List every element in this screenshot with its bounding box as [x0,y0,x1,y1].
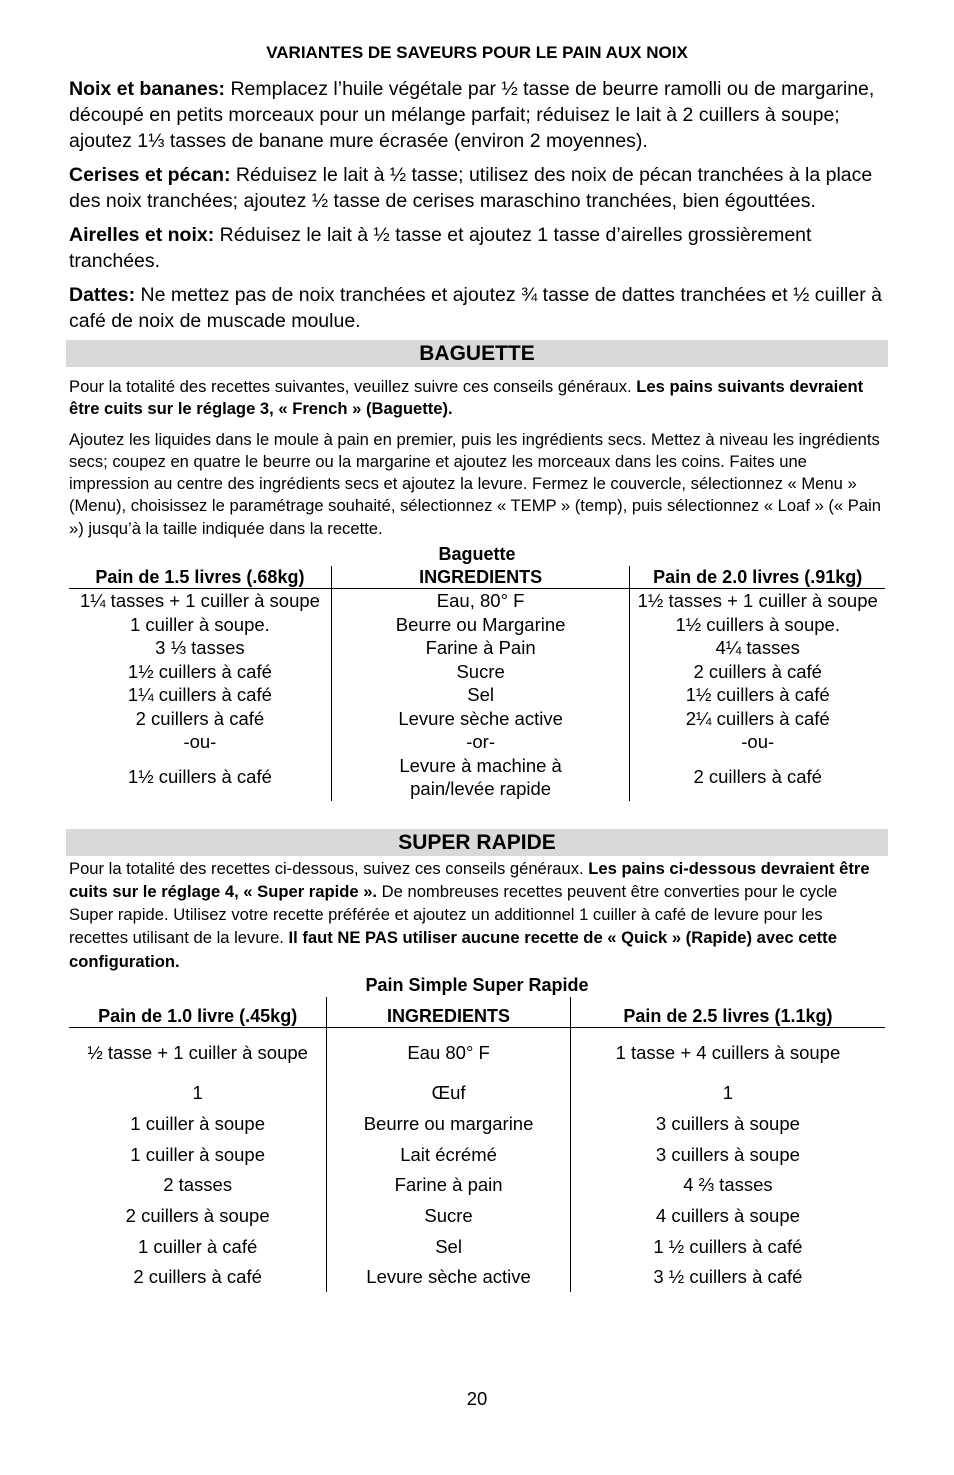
table-cell: Sel [327,1231,571,1262]
table-row [69,1262,885,1293]
table-cell: Lait écrémé [327,1139,571,1170]
table-cell: Sucre [331,660,630,684]
page-number: 20 [466,1388,488,1409]
table-row [69,660,885,684]
baguette-instructions: Ajoutez les liquides dans le moule à pain en premier, puis les ingrédients secs. Mettez à niveau les ingrédients secs; coupez en quatre le beurre ou la margarine et ajoutez les morceaux dans les coins. Faites une impression au centre des ingrédients secs et ajoutez la levure. Fermez le couvercle, sélectionnez « Menu » (Menu), choisissez le paramétrage souhaité, sélectionnez « TEMP » (temp), puis sélectionnez « Loaf » (« Pain ») jusqu’à la taille indiquée dans la recette. [69,429,881,538]
table-cell: Sucre [327,1200,571,1231]
super-rapide-intro-bold: Les pains ci-dessous devraient être cuits sur le réglage 4, « Super rapide ». [69,858,870,901]
table-cell: 3 ⅓ tasses [69,636,331,660]
variant-label: Cerises et pécan: [69,164,231,186]
super-rapide-warning: Il faut NE PAS utiliser aucune recette de « Quick » (Rapide) avec cette configuration. [69,928,837,971]
table-cell: 4 cuillers à soupe [655,1204,800,1226]
table-row [69,754,885,801]
variant-label: Airelles et noix: [69,224,215,246]
table-cell: Farine à Pain [331,636,630,660]
column-header: Pain de 1.0 livre (.45kg) [69,997,327,1028]
table-cell: 1 [722,1082,734,1104]
table-cell: 2¼ cuillers à café [685,707,830,729]
table-cell: 1½ cuillers à café [685,684,830,706]
table-cell: Sel [331,683,630,707]
table-cell: 3 cuillers à soupe [655,1143,800,1165]
table-row [69,730,885,754]
table-cell: 2 tasses [69,1170,327,1201]
table-cell: 3 ½ cuillers à café [653,1266,803,1288]
table-cell: 2 cuillers à café [693,766,822,788]
table-cell: 1½ cuillers à café [69,660,331,684]
table-row [69,1231,885,1262]
table-cell: 1½ cuillers à café [69,754,331,801]
baguette-intro-bold: Les pains suivants devraient être cuits sur le réglage 3, « French » (Baguette). [69,377,864,419]
super-rapide-table-title: Pain Simple Super Rapide [365,975,589,996]
table-cell: 1 cuiller à soupe. [69,613,331,637]
table-cell: 2 cuillers à café [693,660,822,682]
super-rapide-intro [69,857,885,973]
table-cell: Eau, 80° F [331,589,630,613]
table-cell: -or- [331,730,630,754]
column-header: Pain de 1.5 livres (.68kg) [69,566,331,589]
table-cell: 2 cuillers à café [69,707,331,731]
table-row [69,589,885,613]
table-cell: Œuf [327,1078,571,1109]
table-row [69,1170,885,1201]
column-header: INGREDIENTS [331,566,630,589]
table-cell: ½ tasse + 1 cuiller à soupe [69,1028,327,1078]
table-row [69,1028,885,1078]
table-cell: 1 cuiller à café [69,1231,327,1262]
table-cell: 1 tasse + 4 cuillers à soupe [615,1042,841,1064]
table-cell: 1½ cuillers à soupe. [675,613,840,635]
column-header: Pain de 2.0 livres (.91kg) [630,566,885,589]
table-cell: -ou- [741,731,775,753]
table-cell: 2 cuillers à café [69,1262,327,1293]
table-row [69,1200,885,1231]
variant-paragraph [69,222,885,274]
table-row [69,636,885,660]
variant-text: Réduisez le lait à ½ tasse et ajoutez 1 tasse d’airelles grossièrement tranchées. [69,224,812,272]
variant-text: Remplacez l’huile végétale par ½ tasse de beurre ramolli ou de margarine, découpé en petits morceaux pour un mélange parfait; réduisez le lait à 2 cuillers à soupe; ajoutez 1⅓ tasses de banane mure écrasée (environ 2 moyennes). [69,78,875,152]
table-cell: Beurre ou margarine [327,1108,571,1139]
column-header: Pain de 2.5 livres (1.1kg) [570,997,885,1028]
table-cell: 4 ⅔ tasses [683,1174,773,1196]
table-cell: Farine à pain [327,1170,571,1201]
variant-label: Noix et bananes: [69,78,226,100]
table-cell: Levure sèche active [327,1262,571,1293]
variant-paragraph [69,282,885,334]
page-content [69,40,885,1292]
table-row [69,613,885,637]
variants-title: VARIANTES DE SAVEURS POUR LE PAIN AUX NOIX [266,43,688,62]
table-cell: 2 cuillers à soupe [69,1200,327,1231]
super-rapide-intro-text: Pour la totalité des recettes ci-dessous, suivez ces conseils généraux. [69,858,589,878]
table-cell: 1¼ tasses + 1 cuiller à soupe [69,589,331,613]
table-cell: -ou- [69,730,331,754]
variant-text: Réduisez le lait à ½ tasse; utilisez des noix de pécan tranchées à la place des noix tranchées; ajoutez ½ tasse de cerises maraschino tranchées, bien égouttées. [69,164,873,212]
table-cell: 4¼ tasses [715,637,800,659]
baguette-intro-text: Pour la totalité des recettes suivantes, veuillez suivre ces conseils généraux. [69,377,637,396]
table-cell: 1 [69,1078,327,1109]
table-cell: 1 cuiller à soupe [69,1139,327,1170]
table-row [69,683,885,707]
super-rapide-intro-text-2: De nombreuses recettes peuvent être converties pour le cycle Super rapide. Utilisez votre recette préférée et ajoutez un additionnel 1 cuiller à café de levure pour les recettes utilisant de la levure. [69,881,838,948]
variant-label: Dattes: [69,284,136,306]
table-cell: Eau 80° F [327,1028,571,1078]
baguette-table [69,566,885,801]
table-row [69,1108,885,1139]
table-cell: Levure à machine à pain/levée rapide [331,754,630,801]
table-cell: Beurre ou Margarine [331,613,630,637]
table-cell: Levure sèche active [331,707,630,731]
table-cell: 1 cuiller à soupe [69,1108,327,1139]
super-rapide-heading: SUPER RAPIDE [66,829,888,856]
super-rapide-table [69,997,885,1292]
table-row [69,1139,885,1170]
table-cell: 1¼ cuillers à café [69,683,331,707]
variant-text: Ne mettez pas de noix tranchées et ajoutez ¾ tasse de dattes tranchées et ½ cuiller à café de noix de muscade moulue. [69,284,882,332]
table-row [69,1078,885,1109]
baguette-heading: BAGUETTE [66,340,888,367]
table-row [69,707,885,731]
table-cell: 1½ tasses + 1 cuiller à soupe [637,590,878,612]
baguette-intro [69,376,885,421]
table-cell: 3 cuillers à soupe [655,1112,800,1134]
baguette-table-title: Baguette [438,544,516,565]
table-cell: 1 ½ cuillers à café [653,1235,803,1257]
variant-paragraph [69,76,885,154]
variant-paragraph [69,162,885,214]
column-header: INGREDIENTS [327,997,571,1028]
